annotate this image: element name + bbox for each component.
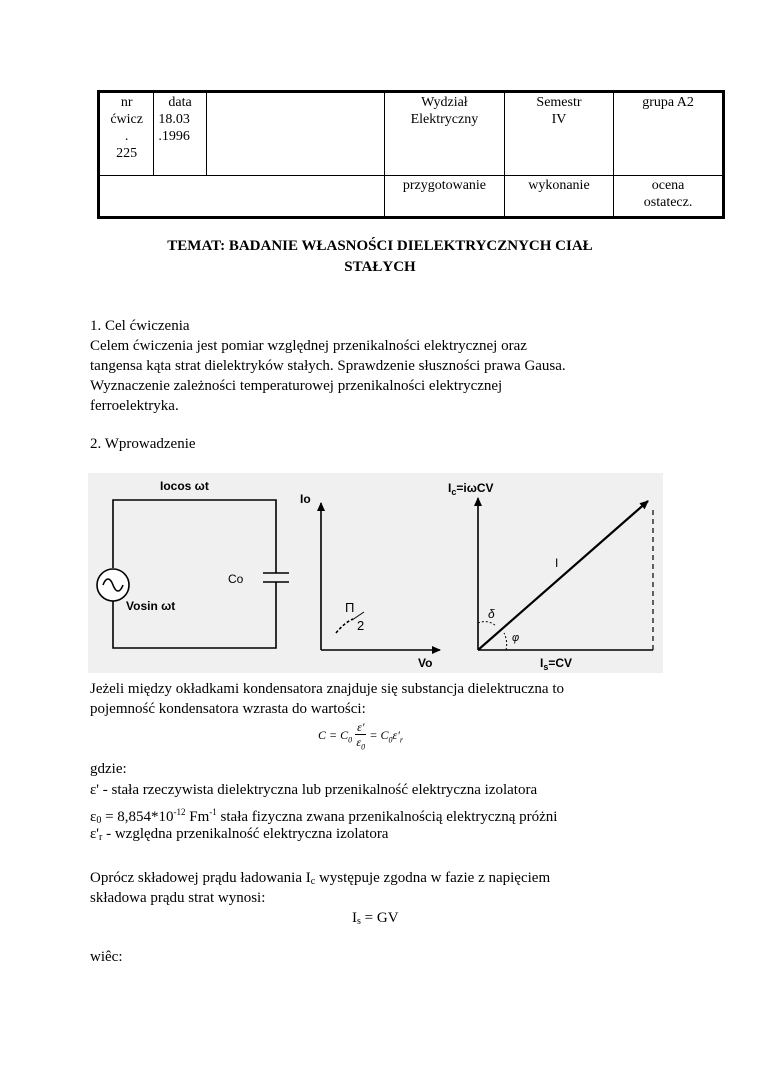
circuit-source-label: Vosin ωt: [126, 599, 176, 613]
section1-line: tangensa kąta strat dielektryków stałych. Sprawdzenie słuszności prawa Gausa.: [90, 358, 566, 374]
nr-cell: [99, 92, 154, 176]
phase-diagram: [321, 503, 440, 650]
vector-top-label: $I_c=i\omega CV$: [448, 481, 494, 497]
nr-line: 225: [116, 146, 138, 161]
semester-line: Semestr: [536, 95, 582, 110]
faculty-line: Elektryczny: [410, 112, 479, 127]
section2-heading: 2. Wprowadzenie: [90, 436, 196, 452]
section1-line: Celem ćwiczenia jest pomiar względnej przenikalności elektrycznej oraz: [90, 338, 527, 354]
definition-line: $\varepsilon_0 = 8,854*10^{-12}$ $Fm^{-1}$ stała fizyczna zwana przenikalnością elektryczną próżni: [90, 807, 558, 826]
preparation-cell: przygotowanie: [385, 176, 505, 218]
vector-label: I: [555, 556, 559, 570]
therefore-label: wiêc:: [90, 949, 123, 965]
nr-line: .: [124, 129, 129, 144]
vector-bottom-label: $I_s=CV$: [540, 656, 573, 672]
circuit-figure: [88, 473, 663, 673]
phase-angle-den: 2: [357, 618, 365, 633]
circuit-diagram: [97, 500, 289, 648]
header-table: [97, 90, 725, 219]
phase-y-label: Io: [300, 492, 311, 506]
nr-line: nr: [120, 95, 133, 110]
title-line: STAŁYCH: [344, 259, 416, 275]
phase-x-label: Vo: [418, 656, 433, 670]
blank-cell: [206, 92, 384, 176]
grade-line: ostatecz.: [643, 195, 693, 210]
formula-capacitance: $C = C_0$ $\frac{\varepsilon'}{\varepsilon_0}$ = $C_0\varepsilon'_r$: [318, 720, 403, 752]
date-line: data: [168, 95, 192, 110]
grade-line: ocena: [651, 178, 685, 193]
section1-line: Wyznaczenie zależności temperaturowej przenikalności elektrycznej: [90, 378, 503, 394]
capacitor-label: Co: [228, 572, 244, 586]
para2-line: składowa prądu strat wynosi:: [90, 890, 266, 906]
date-line: 18.03: [158, 112, 190, 127]
para2-line: Oprócz składowej prądu ładowania $I_c$ występuje zgodna w fazie z napięciem: [90, 870, 551, 887]
circuit-current-label: Iocos ωt: [160, 479, 209, 493]
para1-line: pojemność kondensatora wzrasta do wartości:: [90, 701, 366, 717]
nr-line: ćwicz: [110, 112, 143, 127]
section1-line: ferroelektryka.: [90, 398, 179, 414]
phase-angle-num: Π: [345, 600, 355, 615]
para1-line: Jeżeli między okładkami kondensatora znajduje się substancja dielektruczna to: [90, 681, 564, 697]
blank-cell: [99, 176, 385, 218]
grade-cell: [614, 176, 724, 218]
phi-label: φ: [512, 632, 520, 644]
semester-line: IV: [551, 112, 567, 127]
date-line: .1996: [158, 129, 190, 144]
execution-cell: wykonanie: [504, 176, 613, 218]
where-label: gdzie:: [90, 761, 127, 777]
faculty-line: Wydział: [421, 95, 468, 110]
section1-heading: 1. Cel ćwiczenia: [90, 318, 190, 334]
semester-cell: [504, 92, 613, 176]
date-cell: [154, 92, 206, 176]
group-cell: grupa A2: [614, 92, 724, 176]
formula-loss-current: $I_s$ = GV: [352, 910, 399, 927]
definition-line: ε' - stała rzeczywista dielektryczna lub przenikalność elektryczna izolatora: [90, 782, 538, 798]
definition-line: $\varepsilon'_r$ - względna przenikalność elektryczna izolatora: [90, 826, 389, 843]
title-line: TEMAT: BADANIE WŁASNOŚCI DIELEKTRYCZNYCH CIAŁ: [167, 238, 593, 254]
figure-svg: [88, 473, 663, 673]
faculty-cell: [385, 92, 505, 176]
vector-diagram: [478, 498, 653, 650]
delta-label: δ: [488, 607, 495, 621]
document-title: [100, 236, 660, 278]
